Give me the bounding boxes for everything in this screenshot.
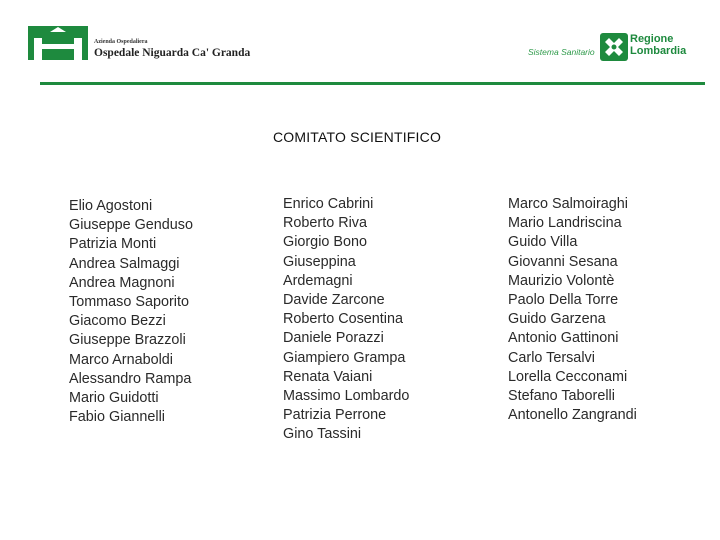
committee-member-name: Daniele Porazzi bbox=[283, 330, 384, 347]
page-header bbox=[0, 0, 720, 90]
committee-member-name: Giuseppina bbox=[283, 253, 356, 270]
lombardia-word: Lombardia bbox=[630, 45, 687, 57]
regione-lombardia-wordmark bbox=[630, 33, 686, 57]
committee-member-name: Alessandro Rampa bbox=[69, 370, 192, 387]
committee-member-name: Antonio Gattinoni bbox=[508, 330, 619, 347]
committee-member-name: Patrizia Perrone bbox=[283, 407, 387, 424]
committee-member-name: Giampiero Grampa bbox=[283, 349, 406, 366]
committee-member-name: Lorella Cecconami bbox=[508, 368, 628, 385]
committee-member-name: Massimo Lombardo bbox=[283, 388, 410, 405]
committee-member-name: Giorgio Bono bbox=[283, 234, 367, 251]
committee-column-1 bbox=[69, 197, 193, 427]
committee-member-name: Elio Agostoni bbox=[69, 198, 153, 214]
committee-member-name: Mario Guidotti bbox=[69, 390, 159, 407]
committee-member-name: Guido Garzena bbox=[508, 311, 606, 328]
committee-member-name: Renata Vaiani bbox=[283, 368, 373, 385]
committee-member-name: Tommaso Saporito bbox=[69, 294, 189, 311]
committee-member-name: Giacomo Bezzi bbox=[69, 313, 166, 330]
sistema-sanitario-label: Sistema Sanitario bbox=[528, 47, 595, 57]
committee-member-name: Andrea Magnoni bbox=[69, 274, 175, 291]
committee-member-name: Antonello Zangrandi bbox=[508, 407, 637, 424]
committee-member-name: Enrico Cabrini bbox=[283, 196, 374, 212]
committee-member-name: Ardemagni bbox=[283, 272, 353, 289]
committee-member-name: Giuseppe Brazzoli bbox=[69, 332, 186, 349]
committee-member-name: Guido Villa bbox=[508, 234, 578, 251]
regione-lombardia-cross-icon bbox=[600, 33, 628, 61]
committee-member-name: Marco Salmoiraghi bbox=[508, 196, 628, 212]
header-divider bbox=[40, 82, 705, 85]
committee-member-name: Gino Tassini bbox=[283, 426, 362, 443]
hospital-org-name: Ospedale Niguarda Ca' Granda bbox=[94, 47, 251, 59]
committee-member-name: Maurizio Volontè bbox=[508, 272, 615, 289]
regione-word: Regione bbox=[630, 33, 674, 45]
committee-member-name: Paolo Della Torre bbox=[508, 292, 619, 309]
page-title: COMITATO SCIENTIFICO bbox=[272, 129, 442, 145]
committee-member-name: Stefano Taborelli bbox=[508, 388, 615, 405]
committee-column-2 bbox=[283, 195, 409, 445]
hospital-logo bbox=[28, 26, 258, 66]
committee-member-name: Patrizia Monti bbox=[69, 236, 157, 253]
committee-member-name: Andrea Salmaggi bbox=[69, 255, 180, 272]
committee-member-name: Marco Arnaboldi bbox=[69, 351, 173, 368]
regione-lombardia-logo bbox=[526, 30, 696, 64]
committee-member-name: Davide Zarcone bbox=[283, 292, 385, 309]
committee-member-name: Roberto Riva bbox=[283, 215, 367, 232]
committee-member-name: Fabio Giannelli bbox=[69, 409, 165, 426]
committee-member-name: Giuseppe Genduso bbox=[69, 217, 194, 234]
committee-column-3 bbox=[508, 195, 637, 425]
committee-member-name: Roberto Cosentina bbox=[283, 311, 403, 328]
hospital-org-line1: Azienda Ospedaliera bbox=[94, 39, 148, 45]
committee-member-name: Giovanni Sesana bbox=[508, 253, 618, 270]
committee-member-name: Mario Landriscina bbox=[508, 215, 622, 232]
hospital-logo-icon bbox=[28, 26, 88, 60]
committee-member-name: Carlo Tersalvi bbox=[508, 349, 595, 366]
